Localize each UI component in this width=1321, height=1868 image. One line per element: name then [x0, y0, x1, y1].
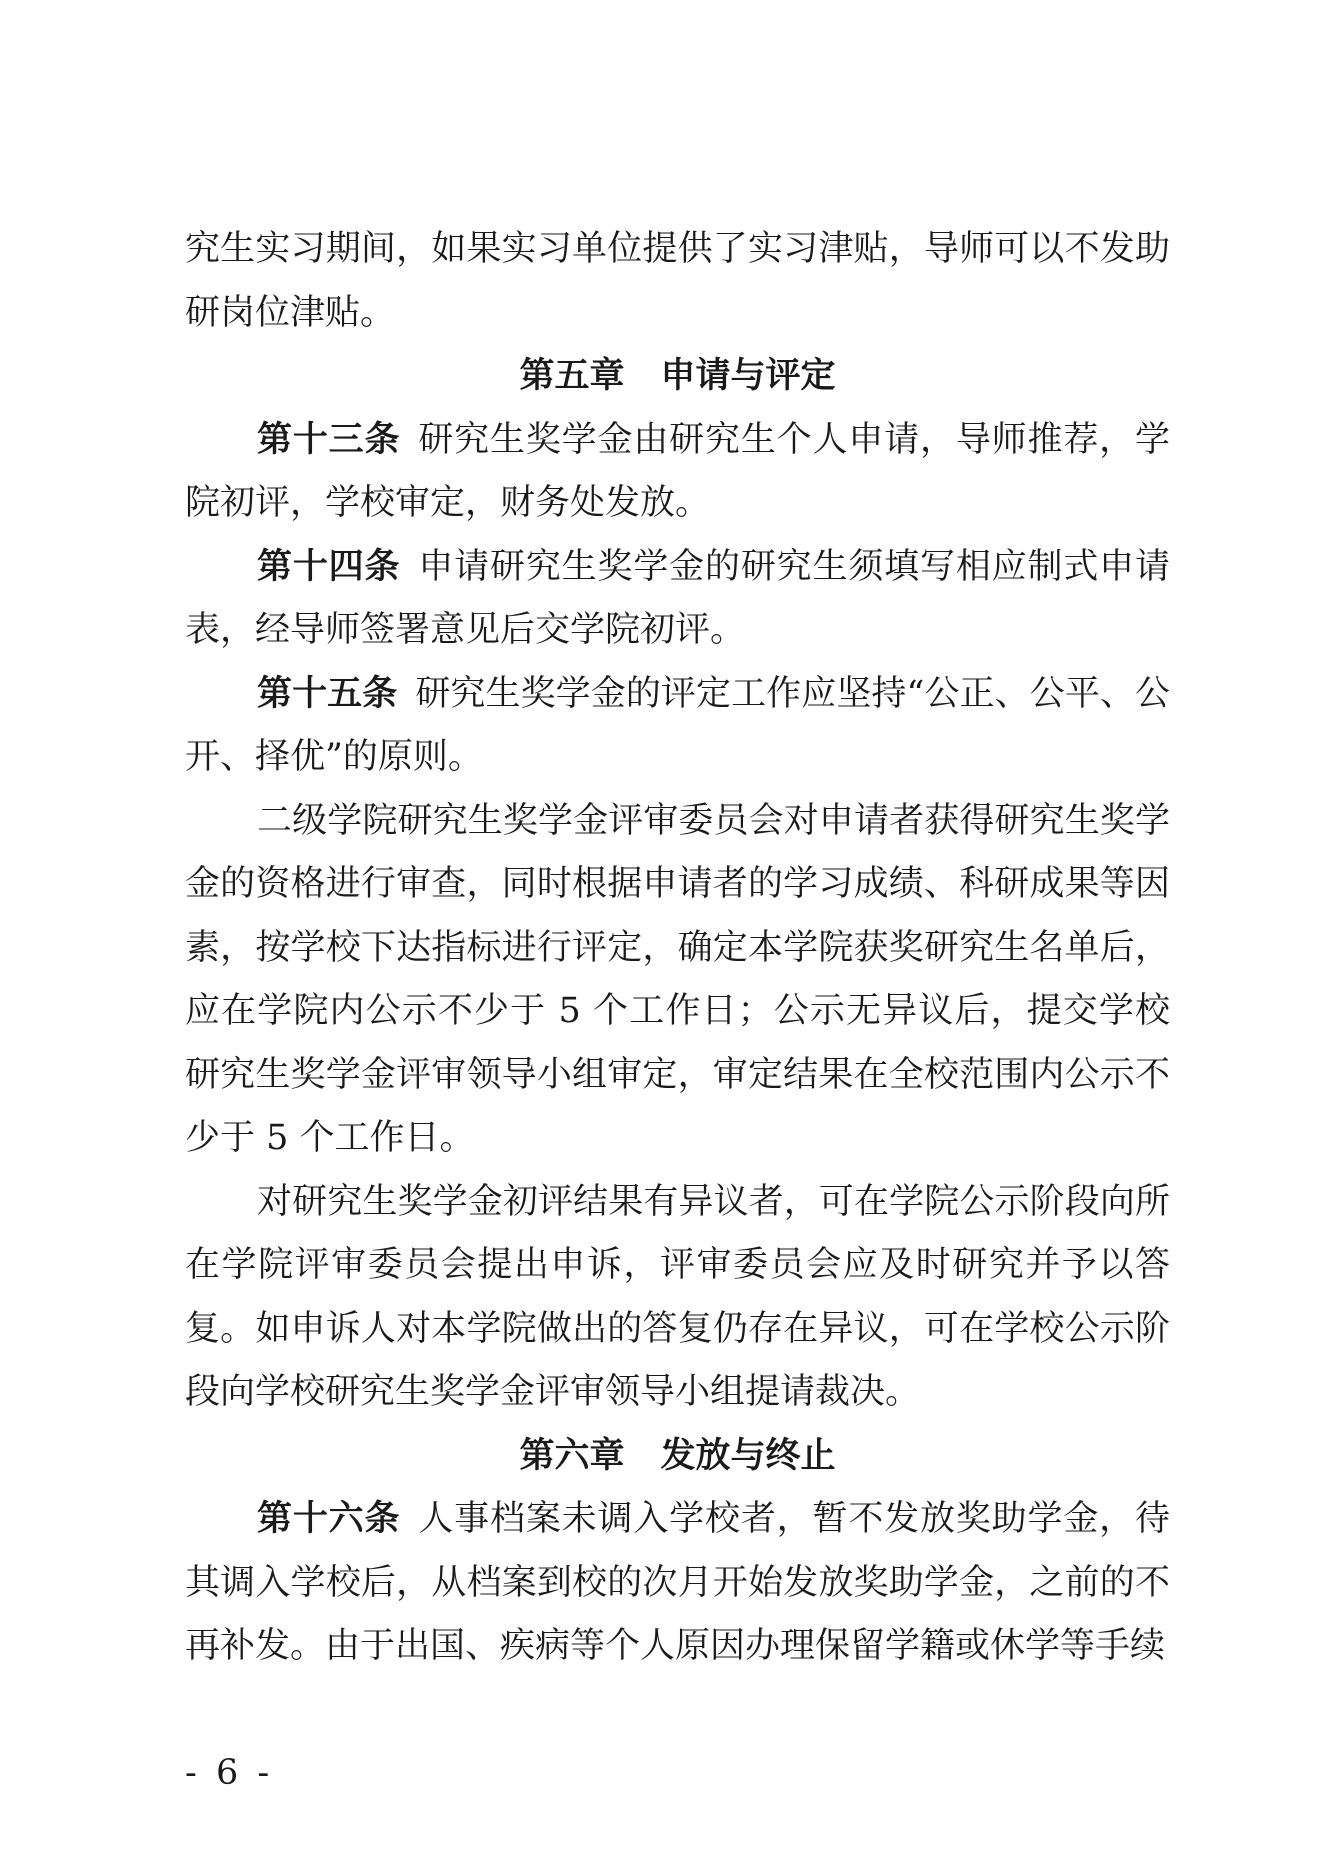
article-label: 第十六条 — [257, 1499, 401, 1539]
chapter-title: 申请与评定 — [660, 356, 836, 396]
article-13 — [185, 409, 1170, 536]
paragraph-review-process: 二级学院研究生奖学金评审委员会对申请者获得研究生奖学金的资格进行审查，同时根据申请者的学习成绩、科研成果等因素，按学校下达指标进行评定，确定本学院获奖研究生名单后，应在学院内公示不少于 5 个工作日；公示无异议后，提交学校研究生奖学金评审领导小组审定，审定结果在全校范围内公示不少于 5 个工作日。 — [185, 800, 1170, 1158]
chapter-number: 第六章 — [519, 1435, 625, 1476]
chapter-title: 发放与终止 — [660, 1435, 836, 1476]
article-14 — [185, 536, 1170, 663]
article-label: 第十五条 — [257, 673, 398, 714]
chapter-heading-5 — [185, 345, 1170, 409]
page-number: - 6 - — [185, 1753, 274, 1793]
article-15 — [185, 663, 1170, 790]
article-label: 第十四条 — [257, 546, 401, 587]
article-text: 人事档案未调入学校者，暂不发放奖助学金，待其调入学校后，从档案到校的次月开始发放奖助学金，之前的不再补发。由于出国、疾病等个人原因办理保留学籍或休学等手续 — [185, 1499, 1170, 1666]
article-text: 申请研究生奖学金的研究生须填写相应制式申请表，经导师签署意见后交学院初评。 — [185, 546, 1170, 650]
paragraph-continuation: 究生实习期间，如果实习单位提供了实习津贴，导师可以不发助研岗位津贴。 — [185, 229, 1170, 333]
article-label: 第十三条 — [257, 419, 401, 460]
paragraph-appeal-process: 对研究生奖学金初评结果有异议者，可在学院公示阶段向所在学院评审委员会提出申诉，评审委员会应及时研究并予以答复。如申诉人对本学院做出的答复仍存在异议，可在学校公示阶段向学校研究生奖学金评审领导小组提请裁决。 — [185, 1181, 1170, 1412]
article-16 — [185, 1488, 1170, 1679]
chapter-heading-6 — [185, 1425, 1170, 1489]
document-page — [185, 218, 1170, 1679]
chapter-number: 第五章 — [519, 356, 625, 396]
article-text: 研究生奖学金的评定工作应坚持“公正、公平、公开、择优”的原则。 — [185, 673, 1170, 777]
article-text: 研究生奖学金由研究生个人申请，导师推荐，学院初评，学校审定，财务处发放。 — [185, 419, 1170, 523]
